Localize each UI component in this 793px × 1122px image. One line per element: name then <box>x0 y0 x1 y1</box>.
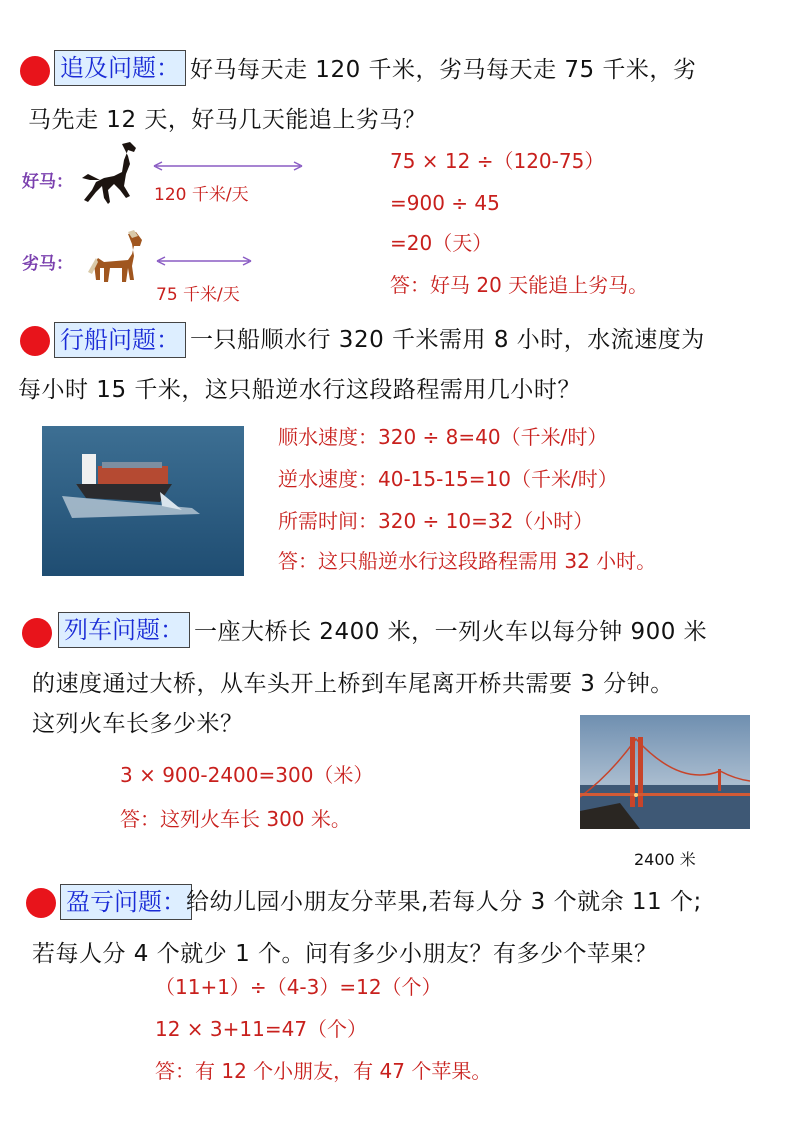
calc-line: =20（天） <box>390 231 493 255</box>
distance-arrow-bad <box>155 255 253 267</box>
section-tag-surplus: 盈亏问题： <box>60 884 192 920</box>
answer-line: 答：好马 20 天能追上劣马。 <box>390 273 649 297</box>
calc-line: =900 ÷ 45 <box>390 191 500 215</box>
bad-horse-speed: 75 千米/天 <box>156 285 240 305</box>
problem-text-line: 马先走 12 天，好马几天能追上劣马？ <box>28 107 427 133</box>
good-horse-label: 好马： <box>22 172 73 192</box>
bridge-caption: 2400 米 <box>634 850 696 869</box>
bad-horse-label: 劣马： <box>22 254 73 274</box>
answer-line: 答：这列火车长 300 米。 <box>120 807 351 831</box>
problem-text-line: 若每人分 4 个就少 1 个。问有多少小朋友？有多少个苹果？ <box>32 941 658 967</box>
section-tag-boat: 行船问题： <box>54 322 186 358</box>
calc-line: 逆水速度：40-15-15=10（千米/时） <box>278 467 618 491</box>
problem-text-line: 的速度通过大桥，从车头开上桥到车尾离开桥共需要 3 分钟。 <box>32 671 674 697</box>
bridge-photo <box>580 715 750 829</box>
calc-line: （11+1）÷（4-3）=12（个） <box>155 975 442 999</box>
calc-line: 75 × 12 ÷（120-75） <box>390 149 605 173</box>
calc-line: 12 × 3+11=47（个） <box>155 1017 368 1041</box>
section-tag-train: 列车问题： <box>58 612 190 648</box>
calc-line: 3 × 900-2400=300（米） <box>120 763 374 787</box>
bullet-icon <box>20 326 50 356</box>
problem-text-line: 这列火车长多少米？ <box>32 711 244 737</box>
distance-arrow-good <box>152 160 304 172</box>
answer-line: 答：有 12 个小朋友，有 47 个苹果。 <box>155 1059 492 1083</box>
problem-text-line: 好马每天走 120 千米，劣马每天走 75 千米，劣 <box>190 57 697 83</box>
calc-line: 顺水速度：320 ÷ 8=40（千米/时） <box>278 425 608 449</box>
problem-text-line: 一座大桥长 2400 米，一列火车以每分钟 900 米 <box>194 619 708 645</box>
cargo-ship-photo <box>42 426 244 576</box>
bullet-icon <box>26 888 56 918</box>
calc-line: 所需时间：320 ÷ 10=32（小时） <box>278 509 594 533</box>
horse-icon <box>78 140 144 206</box>
problem-text-line: 每小时 15 千米，这只船逆水行这段路程需用几小时？ <box>18 377 581 403</box>
bullet-icon <box>22 618 52 648</box>
good-horse-speed: 120 千米/天 <box>154 185 249 205</box>
section-tag-chase: 追及问题： <box>54 50 186 86</box>
bullet-icon <box>20 56 50 86</box>
problem-text-line: 一只船顺水行 320 千米需用 8 小时，水流速度为 <box>190 327 705 353</box>
problem-text-line: 给幼儿园小朋友分苹果,若每人分 3 个就余 11 个; <box>186 889 702 915</box>
answer-line: 答：这只船逆水行这段路程需用 32 小时。 <box>278 549 657 573</box>
pony-icon <box>84 228 146 288</box>
